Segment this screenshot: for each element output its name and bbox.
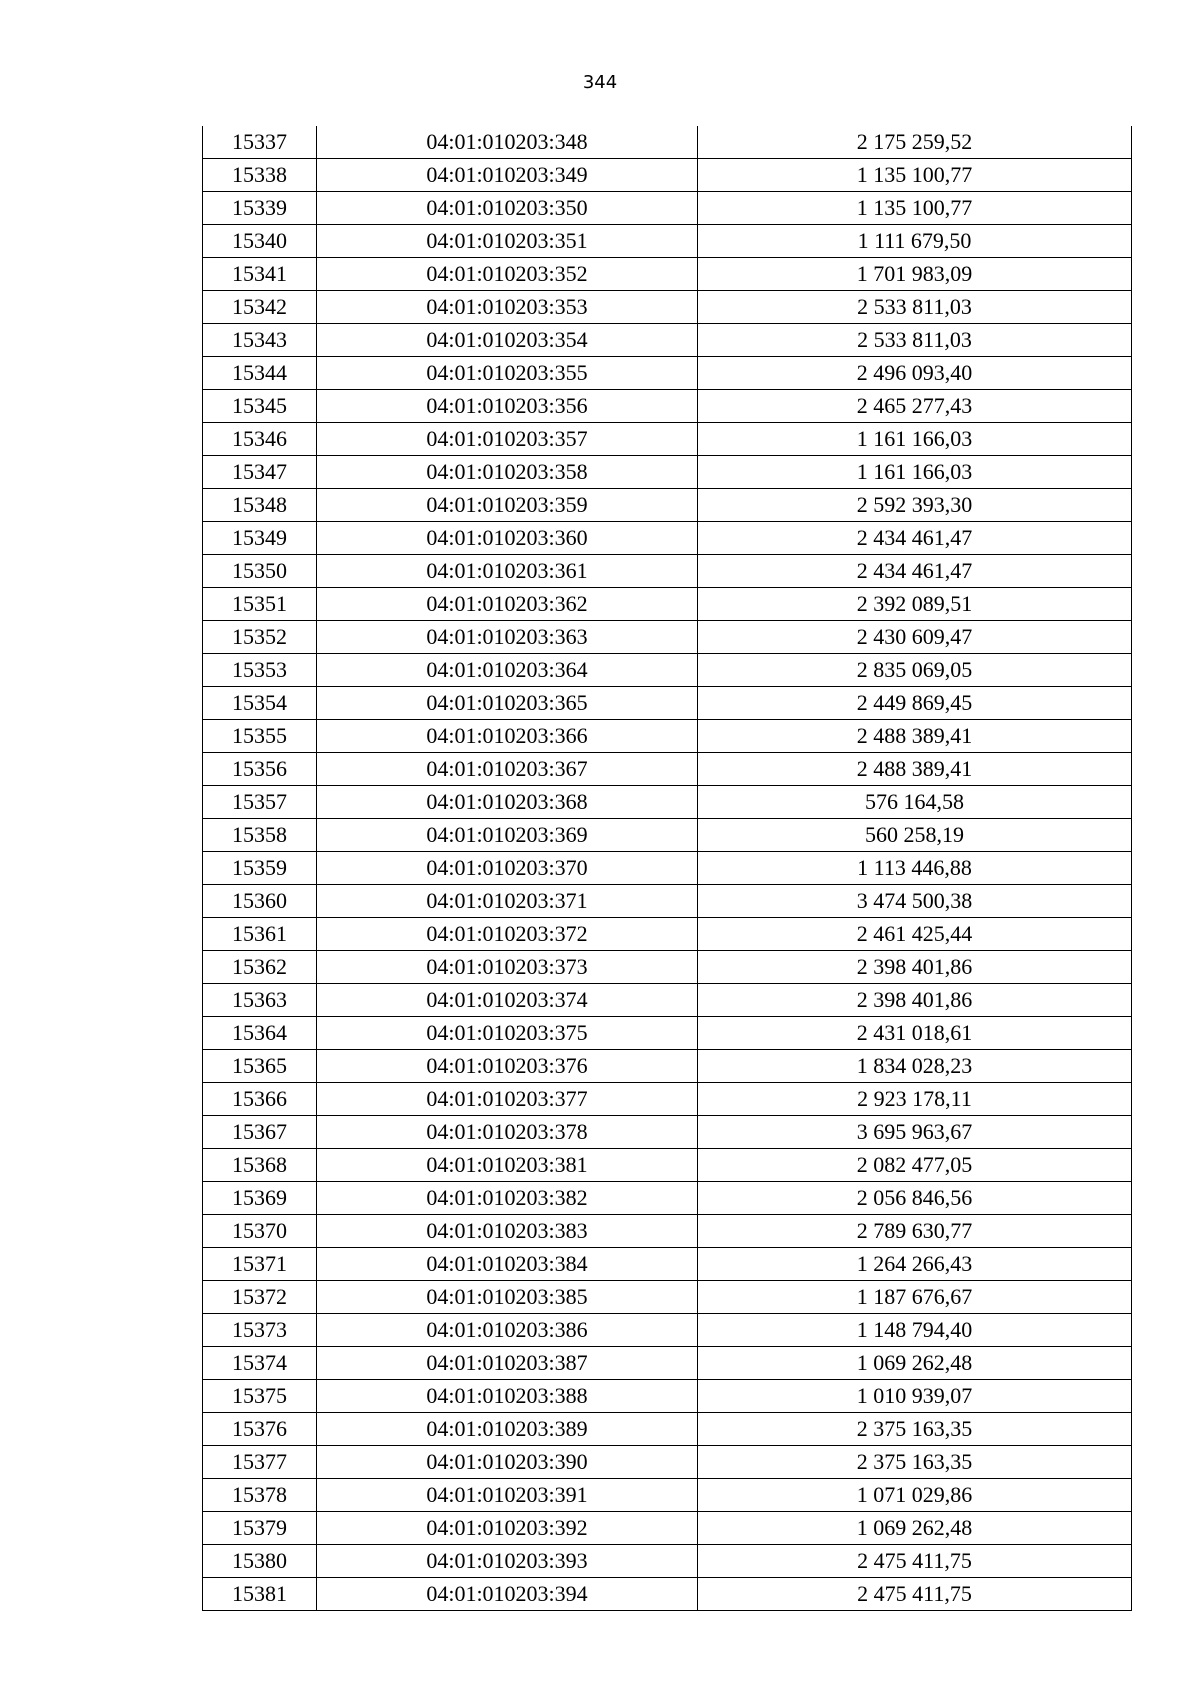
cadastral-value-cell: 1 264 266,43 [698,1248,1132,1281]
row-number-cell: 15339 [203,192,317,225]
cadastral-number-cell: 04:01:010203:360 [317,522,698,555]
table-row [203,1017,1132,1050]
row-number-cell: 15350 [203,555,317,588]
page-number: 344 [582,72,618,93]
row-number-cell: 15360 [203,885,317,918]
cadastral-value-cell: 2 449 869,45 [698,687,1132,720]
row-number-cell: 15365 [203,1050,317,1083]
row-number-cell: 15338 [203,159,317,192]
cadastral-value-cell: 1 113 446,88 [698,852,1132,885]
cadastral-number-cell: 04:01:010203:372 [317,918,698,951]
table-row [203,1512,1132,1545]
table-row [203,1149,1132,1182]
row-number-cell: 15341 [203,258,317,291]
cadastral-number-cell: 04:01:010203:367 [317,753,698,786]
cadastral-number-cell: 04:01:010203:363 [317,621,698,654]
row-number-cell: 15366 [203,1083,317,1116]
row-number-cell: 15348 [203,489,317,522]
table-row [203,225,1132,258]
cadastral-number-cell: 04:01:010203:350 [317,192,698,225]
cadastral-value-cell: 2 398 401,86 [698,984,1132,1017]
cadastral-value-cell: 2 398 401,86 [698,951,1132,984]
cadastral-number-cell: 04:01:010203:389 [317,1413,698,1446]
cadastral-value-cell: 2 923 178,11 [698,1083,1132,1116]
row-number-cell: 15379 [203,1512,317,1545]
table-row [203,687,1132,720]
cadastral-number-cell: 04:01:010203:385 [317,1281,698,1314]
row-number-cell: 15349 [203,522,317,555]
cadastral-value-cell: 2 488 389,41 [698,753,1132,786]
table-row [203,621,1132,654]
row-number-cell: 15342 [203,291,317,324]
table-row [203,1578,1132,1611]
cadastral-value-cell: 2 533 811,03 [698,291,1132,324]
table-row [203,1083,1132,1116]
cadastral-value-cell: 1 161 166,03 [698,423,1132,456]
row-number-cell: 15345 [203,390,317,423]
cadastral-number-cell: 04:01:010203:359 [317,489,698,522]
table-row [203,126,1132,159]
table-row [203,555,1132,588]
table-row [203,357,1132,390]
table-row [203,489,1132,522]
row-number-cell: 15363 [203,984,317,1017]
table-row [203,918,1132,951]
cadastral-value-cell: 1 148 794,40 [698,1314,1132,1347]
row-number-cell: 15344 [203,357,317,390]
table-row [203,1446,1132,1479]
table-row [203,159,1132,192]
table-row [203,1182,1132,1215]
row-number-cell: 15346 [203,423,317,456]
cadastral-value-cell: 2 475 411,75 [698,1578,1132,1611]
cadastral-value-cell: 2 375 163,35 [698,1446,1132,1479]
cadastral-value-cell: 2 533 811,03 [698,324,1132,357]
table-row [203,720,1132,753]
cadastral-number-cell: 04:01:010203:382 [317,1182,698,1215]
table-row [203,819,1132,852]
cadastral-number-cell: 04:01:010203:390 [317,1446,698,1479]
cadastral-value-cell: 3 474 500,38 [698,885,1132,918]
row-number-cell: 15358 [203,819,317,852]
table-row [203,1281,1132,1314]
cadastral-value-cell: 1 069 262,48 [698,1512,1132,1545]
row-number-cell: 15369 [203,1182,317,1215]
cadastral-value-cell: 2 496 093,40 [698,357,1132,390]
cadastral-value-cell: 1 135 100,77 [698,192,1132,225]
cadastral-value-cell: 2 431 018,61 [698,1017,1132,1050]
row-number-cell: 15361 [203,918,317,951]
cadastral-number-cell: 04:01:010203:351 [317,225,698,258]
row-number-cell: 15368 [203,1149,317,1182]
cadastral-value-cell: 2 434 461,47 [698,522,1132,555]
cadastral-value-cell: 1 069 262,48 [698,1347,1132,1380]
cadastral-value-cell: 1 701 983,09 [698,258,1132,291]
cadastral-value-cell: 3 695 963,67 [698,1116,1132,1149]
table-row [203,1380,1132,1413]
row-number-cell: 15374 [203,1347,317,1380]
cadastral-value-cell: 576 164,58 [698,786,1132,819]
table-row [203,885,1132,918]
cadastral-value-cell: 1 187 676,67 [698,1281,1132,1314]
cadastral-number-cell: 04:01:010203:357 [317,423,698,456]
table-row [203,291,1132,324]
cadastral-value-cell: 1 834 028,23 [698,1050,1132,1083]
cadastral-value-cell: 2 430 609,47 [698,621,1132,654]
cadastral-number-cell: 04:01:010203:393 [317,1545,698,1578]
table-row [203,1314,1132,1347]
cadastral-value-cell: 2 789 630,77 [698,1215,1132,1248]
cadastral-number-cell: 04:01:010203:370 [317,852,698,885]
row-number-cell: 15367 [203,1116,317,1149]
cadastral-number-cell: 04:01:010203:388 [317,1380,698,1413]
table-row [203,1116,1132,1149]
table-row [203,456,1132,489]
row-number-cell: 15370 [203,1215,317,1248]
table-row [203,522,1132,555]
row-number-cell: 15377 [203,1446,317,1479]
cadastral-value-cell: 2 392 089,51 [698,588,1132,621]
row-number-cell: 15373 [203,1314,317,1347]
table-row [203,1479,1132,1512]
cadastral-number-cell: 04:01:010203:392 [317,1512,698,1545]
cadastral-number-cell: 04:01:010203:361 [317,555,698,588]
cadastral-value-cell: 560 258,19 [698,819,1132,852]
cadastral-number-cell: 04:01:010203:364 [317,654,698,687]
cadastral-number-cell: 04:01:010203:365 [317,687,698,720]
cadastral-value-cell: 2 461 425,44 [698,918,1132,951]
row-number-cell: 15375 [203,1380,317,1413]
cadastral-number-cell: 04:01:010203:384 [317,1248,698,1281]
cadastral-value-cell: 2 592 393,30 [698,489,1132,522]
row-number-cell: 15372 [203,1281,317,1314]
cadastral-number-cell: 04:01:010203:371 [317,885,698,918]
table-row [203,1248,1132,1281]
cadastral-value-cell: 2 082 477,05 [698,1149,1132,1182]
table-row [203,951,1132,984]
cadastral-number-cell: 04:01:010203:354 [317,324,698,357]
cadastral-number-cell: 04:01:010203:368 [317,786,698,819]
cadastral-value-cell: 1 135 100,77 [698,159,1132,192]
cadastral-number-cell: 04:01:010203:374 [317,984,698,1017]
row-number-cell: 15380 [203,1545,317,1578]
row-number-cell: 15354 [203,687,317,720]
table-row [203,753,1132,786]
cadastral-value-cell: 1 010 939,07 [698,1380,1132,1413]
cadastral-value-cell: 2 175 259,52 [698,126,1132,159]
cadastral-number-cell: 04:01:010203:383 [317,1215,698,1248]
cadastral-number-cell: 04:01:010203:349 [317,159,698,192]
cadastral-number-cell: 04:01:010203:355 [317,357,698,390]
cadastral-number-cell: 04:01:010203:358 [317,456,698,489]
row-number-cell: 15355 [203,720,317,753]
table-row [203,1050,1132,1083]
cadastral-value-cell: 2 835 069,05 [698,654,1132,687]
cadastral-number-cell: 04:01:010203:375 [317,1017,698,1050]
row-number-cell: 15359 [203,852,317,885]
row-number-cell: 15381 [203,1578,317,1611]
row-number-cell: 15371 [203,1248,317,1281]
cadastral-value-cell: 2 434 461,47 [698,555,1132,588]
cadastral-value-cell: 2 465 277,43 [698,390,1132,423]
cadastral-number-cell: 04:01:010203:348 [317,126,698,159]
table-row [203,852,1132,885]
cadastral-number-cell: 04:01:010203:386 [317,1314,698,1347]
table-row [203,654,1132,687]
cadastral-value-cell: 1 111 679,50 [698,225,1132,258]
cadastral-number-cell: 04:01:010203:391 [317,1479,698,1512]
cadastral-number-cell: 04:01:010203:394 [317,1578,698,1611]
table-row [203,1347,1132,1380]
table-row [203,192,1132,225]
table-row [203,324,1132,357]
row-number-cell: 15353 [203,654,317,687]
row-number-cell: 15352 [203,621,317,654]
cadastral-number-cell: 04:01:010203:381 [317,1149,698,1182]
cadastral-number-cell: 04:01:010203:356 [317,390,698,423]
table-row [203,423,1132,456]
cadastral-value-cell: 2 475 411,75 [698,1545,1132,1578]
cadastral-value-cell: 2 375 163,35 [698,1413,1132,1446]
table-row [203,258,1132,291]
cadastral-value-table [202,126,1132,1611]
cadastral-number-cell: 04:01:010203:377 [317,1083,698,1116]
row-number-cell: 15357 [203,786,317,819]
row-number-cell: 15378 [203,1479,317,1512]
cadastral-number-cell: 04:01:010203:366 [317,720,698,753]
row-number-cell: 15343 [203,324,317,357]
row-number-cell: 15347 [203,456,317,489]
cadastral-number-cell: 04:01:010203:353 [317,291,698,324]
table-row [203,390,1132,423]
row-number-cell: 15362 [203,951,317,984]
row-number-cell: 15340 [203,225,317,258]
cadastral-number-cell: 04:01:010203:387 [317,1347,698,1380]
cadastral-number-cell: 04:01:010203:376 [317,1050,698,1083]
cadastral-number-cell: 04:01:010203:373 [317,951,698,984]
table-row [203,786,1132,819]
table-row [203,1413,1132,1446]
row-number-cell: 15376 [203,1413,317,1446]
cadastral-value-cell: 2 488 389,41 [698,720,1132,753]
table-row [203,588,1132,621]
cadastral-number-cell: 04:01:010203:369 [317,819,698,852]
cadastral-number-cell: 04:01:010203:378 [317,1116,698,1149]
row-number-cell: 15351 [203,588,317,621]
table-row [203,1215,1132,1248]
cadastral-value-cell: 1 071 029,86 [698,1479,1132,1512]
cadastral-value-cell: 2 056 846,56 [698,1182,1132,1215]
cadastral-number-cell: 04:01:010203:362 [317,588,698,621]
table-row [203,984,1132,1017]
table-body [203,126,1132,1611]
row-number-cell: 15356 [203,753,317,786]
cadastral-number-cell: 04:01:010203:352 [317,258,698,291]
row-number-cell: 15337 [203,126,317,159]
table-row [203,1545,1132,1578]
cadastral-value-cell: 1 161 166,03 [698,456,1132,489]
row-number-cell: 15364 [203,1017,317,1050]
